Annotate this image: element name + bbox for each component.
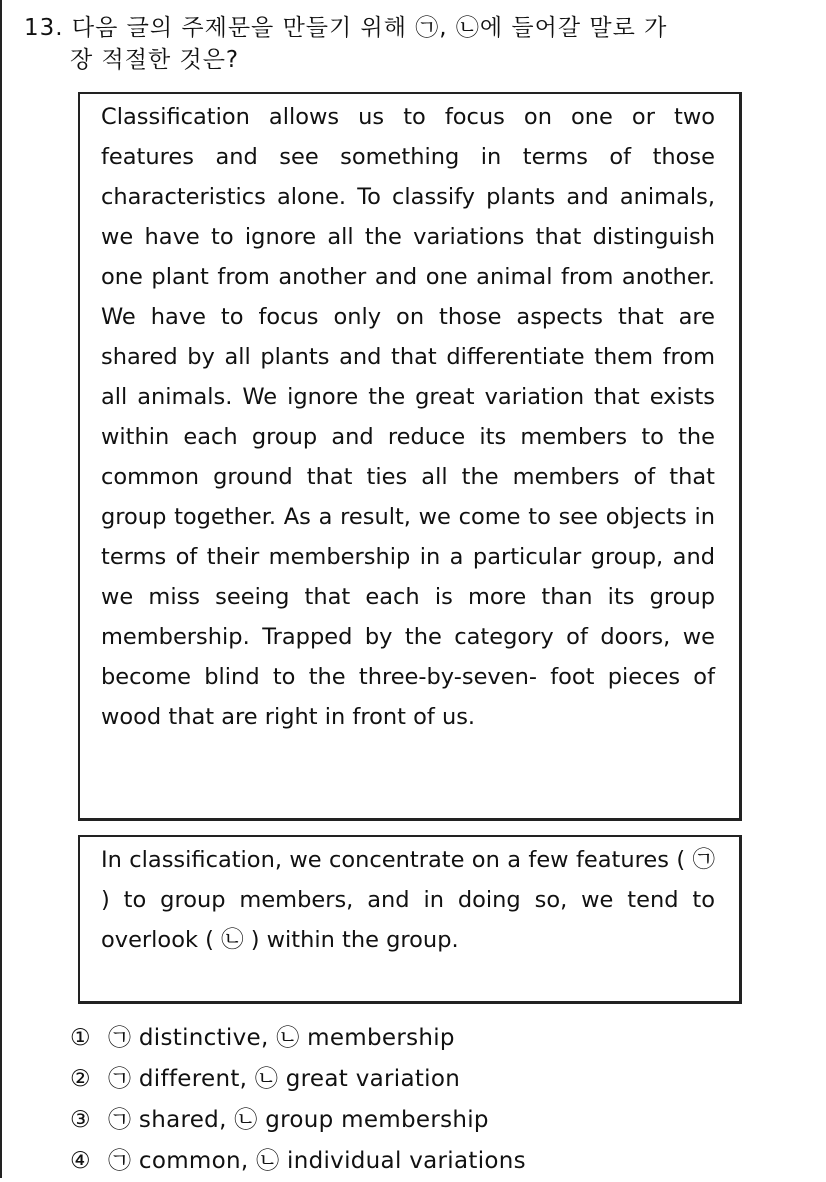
- option-2[interactable]: [70, 1059, 790, 1100]
- left-margin-rule: [0, 0, 2, 1178]
- option-number: ②: [70, 1066, 91, 1092]
- option-number: ④: [70, 1148, 91, 1174]
- option-text: ㉠ shared, ㉡ group membership: [108, 1107, 489, 1133]
- option-text: ㉠ distinctive, ㉡ membership: [108, 1025, 455, 1051]
- summary-text: In classification, we concentrate on a few features ( ㉠ ) to group members, and in doing so, we tend to overlook ( ㉡ ) within the group.: [101, 847, 715, 953]
- option-text: ㉠ different, ㉡ great variation: [108, 1066, 461, 1092]
- question-line-2: 장 적절한 것은?: [70, 47, 240, 73]
- summary-box: [78, 835, 742, 1004]
- passage-box: [78, 92, 742, 821]
- option-number: ①: [70, 1025, 91, 1051]
- option-text: ㉠ common, ㉡ individual variations: [108, 1148, 526, 1174]
- question-line-1: 13. 다음 글의 주제문을 만들기 위해 ㉠, ㉡에 들어갈 말로 가: [24, 15, 668, 41]
- passage-text: Classification allows us to focus on one or two features and see something in terms of those characteristics alone. To classify plants and animals, we have to ignore all the variations that distinguish one plant from another and one animal from another. We have to focus only on those aspects that are shared by all plants and that differentiate them from all animals. We ignore the great variation that exists within each group and reduce its members to the common ground that ties all the members of that group together. As a result, we come to see objects in terms of their membership in a particular group, and we miss seeing that each is more than its group membership. Trapped by the category of doors, we become blind to the three-by-seven- foot pieces of wood that are right in front of us.: [101, 104, 715, 730]
- option-3[interactable]: [70, 1100, 790, 1141]
- option-4[interactable]: [70, 1141, 790, 1182]
- option-1[interactable]: [70, 1018, 790, 1059]
- option-number: ③: [70, 1107, 91, 1133]
- question-stem: [24, 12, 804, 76]
- answer-options: [70, 1018, 790, 1182]
